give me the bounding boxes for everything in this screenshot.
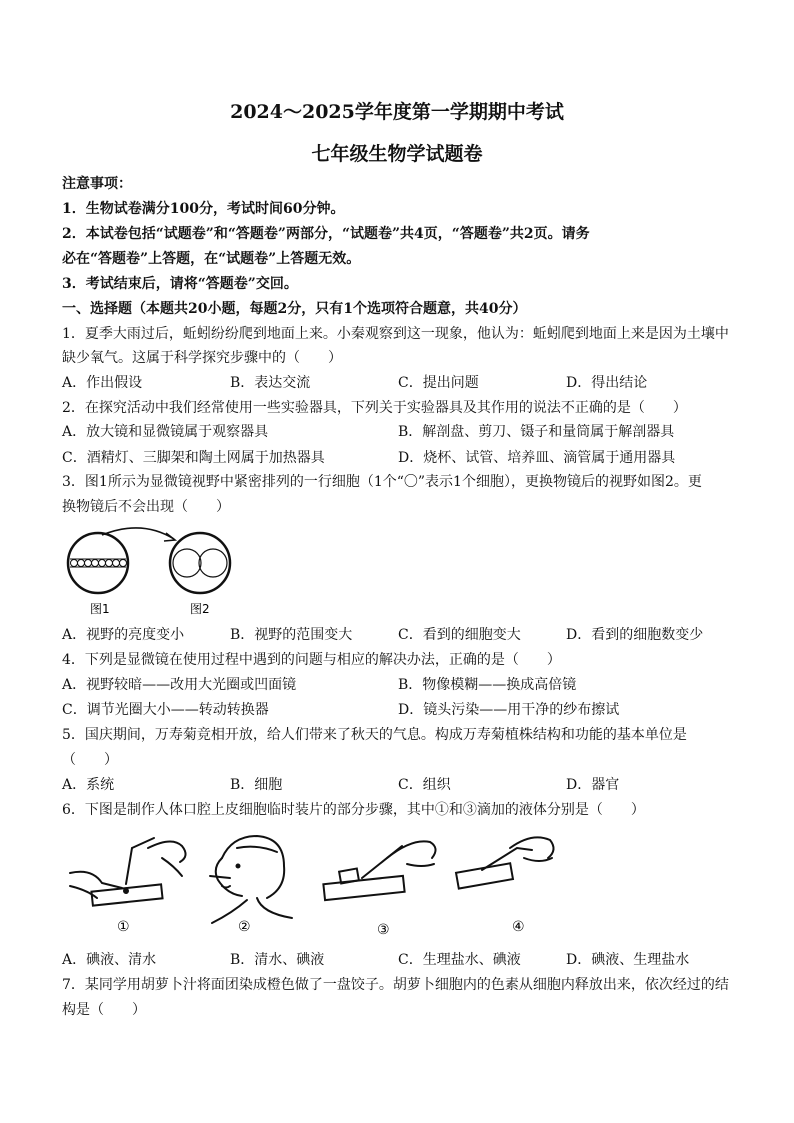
note-item: 必在“答题卷”上答题，在“试题卷”上答题无效。: [62, 251, 361, 267]
option-a: A．作出假设: [62, 375, 143, 391]
question-5-text: （ ）: [62, 752, 118, 768]
question-3-text: 3．图1所示为显微镜视野中紧密排列的一行细胞（1个“〇”表示1个细胞），更换物镜后的视野如图2。更: [62, 474, 702, 490]
question-3-text: 换物镜后不会出现（ ）: [62, 499, 230, 515]
option-a: A．系统: [62, 777, 115, 793]
option-b: B．物像模糊——换成高倍镜: [398, 677, 577, 693]
option-d: D．烧杯、试管、培养皿、滴管属于通用器具: [398, 450, 676, 466]
option-c: C．生理盐水、碘液: [398, 952, 521, 968]
option-b: B．解剖盘、剪刀、镊子和量筒属于解剖器具: [398, 424, 675, 440]
exam-subtitle: 七年级生物学试题卷: [311, 143, 483, 165]
option-a: A．放大镜和显微镜属于观察器具: [62, 424, 269, 440]
question-2-text: 2．在探究活动中我们经常使用一些实验器具，下列关于实验器具及其作用的说法不正确的是（ ）: [62, 400, 687, 416]
option-b: B．清水、碘液: [230, 952, 325, 968]
option-b: B．视野的范围变大: [230, 627, 353, 643]
option-d: D．碘液、生理盐水: [566, 952, 690, 968]
option-d: D．镜头污染——用干净的纱布擦试: [398, 702, 620, 718]
question-6-text: 6．下图是制作人体口腔上皮细胞临时装片的部分步骤，其中①和③滴加的液体分别是（ ）: [62, 802, 645, 818]
option-d: D．看到的细胞数变少: [566, 627, 704, 643]
note-item: 2．本试卷包括“试题卷”和“答题卷”两部分，“试题卷”共4页，“答题卷”共2页。请务: [62, 226, 590, 242]
note-item: 3．考试结束后，请将“答题卷”交回。: [62, 276, 298, 292]
microscope-field-figure: [62, 525, 242, 620]
notes-heading: 注意事项：: [62, 176, 132, 192]
slide-preparation-figure: [62, 828, 562, 943]
option-b: B．细胞: [230, 777, 283, 793]
note-item: 1．生物试卷满分100分，考试时间60分钟。: [62, 201, 345, 217]
exam-title: 2024～2025学年度第一学期期中考试: [230, 101, 564, 123]
step-1-label: ①: [117, 919, 130, 935]
option-b: B．表达交流: [230, 375, 311, 391]
question-5-text: 5．国庆期间，万寿菊竞相开放，给人们带来了秋天的气息。构成万寿菊植株结构和功能的基本单位是: [62, 727, 687, 743]
option-c: C．酒精灯、三脚架和陶土网属于加热器具: [62, 450, 325, 466]
option-c: C．调节光圈大小——转动转换器: [62, 702, 269, 718]
option-c: C．看到的细胞变大: [398, 627, 521, 643]
step-2-label: ②: [238, 919, 251, 935]
question-7-text: 7．某同学用胡萝卜汁将面团染成橙色做了一盘饺子。胡萝卜细胞内的色素从细胞内释放出来，依次经过的结: [62, 977, 729, 993]
section-heading: 一、选择题（本题共20小题，每题2分，只有1个选项符合题意，共40分）: [62, 301, 527, 317]
option-c: C．提出问题: [398, 375, 479, 391]
question-4-text: 4．下列是显微镜在使用过程中遇到的问题与相应的解决办法，正确的是（ ）: [62, 652, 561, 668]
step-4-label: ④: [512, 919, 525, 935]
figure-2-label: 图2: [190, 602, 210, 616]
option-d: D．得出结论: [566, 375, 648, 391]
question-1-text: 1．夏季大雨过后，蚯蚓纷纷爬到地面上来。小秦观察到这一现象，他认为：蚯蚓爬到地面上来是因为土壤中: [62, 326, 729, 342]
question-1-text: 缺少氧气。这属于科学探究步骤中的（ ）: [62, 350, 342, 366]
option-c: C．组织: [398, 777, 451, 793]
option-a: A．碘液、清水: [62, 952, 157, 968]
option-a: A．视野的亮度变小: [62, 627, 185, 643]
step-3-label: ③: [377, 922, 390, 938]
option-d: D．器官: [566, 777, 620, 793]
question-7-text: 构是（ ）: [62, 1002, 146, 1018]
figure-1-label: 图1: [90, 602, 110, 616]
option-a: A．视野较暗——改用大光圈或凹面镜: [62, 677, 297, 693]
